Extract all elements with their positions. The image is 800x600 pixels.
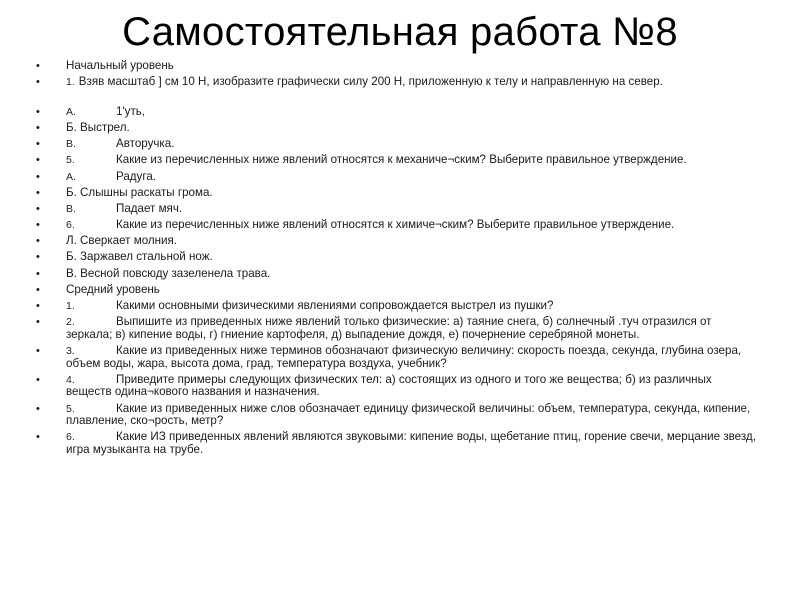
bullet: • bbox=[36, 121, 40, 134]
item-number: 5. bbox=[66, 154, 75, 167]
list-item bbox=[36, 219, 756, 232]
bullet: • bbox=[36, 154, 40, 167]
list-item bbox=[36, 154, 756, 167]
task-list bbox=[36, 60, 756, 460]
bullet: • bbox=[36, 251, 40, 264]
list-item bbox=[36, 268, 756, 281]
list-item bbox=[36, 251, 756, 264]
item-number: A. bbox=[66, 105, 76, 118]
bullet: • bbox=[36, 345, 40, 357]
item-text: Какие из перечисленных ниже явлений относятся к механиче¬ским? Выберите правильное утверждение. bbox=[116, 153, 687, 167]
list-item bbox=[36, 187, 756, 200]
item-number: B. bbox=[66, 202, 76, 215]
list-item bbox=[36, 203, 756, 216]
item-text: Средний уровень bbox=[66, 282, 160, 296]
list-item bbox=[36, 60, 756, 73]
list-item bbox=[36, 374, 756, 399]
list-item bbox=[36, 235, 756, 248]
item-number: 4. bbox=[66, 373, 75, 386]
bullet: • bbox=[36, 76, 40, 89]
item-text: Л. Сверкает молния. bbox=[66, 234, 178, 248]
item-text: Какие из приведенных ниже слов обозначает единицу физической величины: объем, температура, секунда, кипение, плавление, ско¬рость, метр? bbox=[66, 401, 751, 428]
bullet: • bbox=[36, 431, 40, 444]
item-number: 6. bbox=[66, 219, 75, 232]
list-item bbox=[36, 106, 756, 119]
bullet: • bbox=[36, 316, 40, 329]
item-text: Взяв масштаб ] см 10 Н, изобразите графически силу 200 Н, приложенную к телу и направленную на север. bbox=[78, 75, 663, 89]
item-number: 3. bbox=[66, 345, 75, 357]
item-text: 1'уть, bbox=[116, 104, 146, 118]
bullet: • bbox=[36, 402, 40, 415]
bullet: • bbox=[36, 373, 40, 386]
list-item bbox=[36, 403, 756, 428]
bullet: • bbox=[36, 202, 40, 215]
item-text: Авторучка. bbox=[116, 137, 175, 151]
item-text: Приведите примеры следующих физических тел: а) состоящих из одного и того же вещества; б) из различных веществ одина¬кового названия и назначения. bbox=[66, 372, 712, 399]
bullet: • bbox=[36, 60, 40, 72]
list-item bbox=[36, 316, 756, 341]
item-text: Выпишите из приведенных ниже явлений только физические: а) таяние снега, б) солнечный .туч отразился от зеркала; в) кипение воды, г) гниение картофеля, д) выпадение дождя, е) почернение серебряной монеты. bbox=[66, 315, 712, 341]
list-item bbox=[36, 300, 756, 313]
bullet: • bbox=[36, 235, 40, 248]
item-number: B. bbox=[66, 138, 76, 151]
item-number: A. bbox=[66, 170, 76, 183]
item-text: Начальный уровень bbox=[66, 59, 174, 72]
list-item bbox=[36, 76, 756, 89]
bullet: • bbox=[36, 300, 40, 313]
list-item bbox=[36, 171, 756, 184]
item-number: 5. bbox=[66, 402, 75, 415]
list-item bbox=[36, 122, 756, 135]
item-text: Падает мяч. bbox=[116, 201, 183, 215]
bullet: • bbox=[36, 105, 40, 118]
item-number: 2. bbox=[66, 316, 75, 329]
list-item bbox=[36, 431, 756, 456]
item-text: Какие из перечисленных ниже явлений относятся к химиче¬ским? Выберите правильное утверждение. bbox=[116, 218, 675, 232]
list-item bbox=[36, 345, 756, 370]
list-item bbox=[36, 138, 756, 151]
item-text: Какие ИЗ приведенных явлений являются звуковыми: кипение воды, щебетание птиц, горение свечи, мерцание звезд, игра музыканта на трубе. bbox=[66, 430, 756, 456]
item-text: Б. Слышны раскаты грома. bbox=[66, 185, 213, 199]
item-text: Какие из приведенных ниже терминов обозначают физическую величину: скорость поезда, секунда, глубина озера, объем воды, жара, высота дома, град, температура воздуха, учебник? bbox=[66, 344, 742, 370]
list-item bbox=[36, 284, 756, 297]
item-text: Б. Заржавел стальной нож. bbox=[66, 250, 213, 264]
bullet: • bbox=[36, 170, 40, 183]
bullet: • bbox=[36, 283, 40, 296]
item-text: Какими основными физическими явлениями сопровождается выстрел из пушки? bbox=[116, 299, 554, 313]
bullet: • bbox=[36, 219, 40, 232]
item-text: В. Весной повсюду зазеленела трава. bbox=[66, 266, 271, 280]
item-number: 1. bbox=[66, 300, 75, 313]
bullet: • bbox=[36, 267, 40, 280]
item-text: Б. Выстрел. bbox=[66, 120, 130, 134]
bullet: • bbox=[36, 138, 40, 151]
item-number: 6. bbox=[66, 431, 75, 444]
slide-title: Самостоятельная работа №8 bbox=[122, 10, 678, 54]
item-text: Радуга. bbox=[116, 169, 157, 183]
item-number: 1. bbox=[66, 76, 75, 89]
bullet: • bbox=[36, 186, 40, 199]
